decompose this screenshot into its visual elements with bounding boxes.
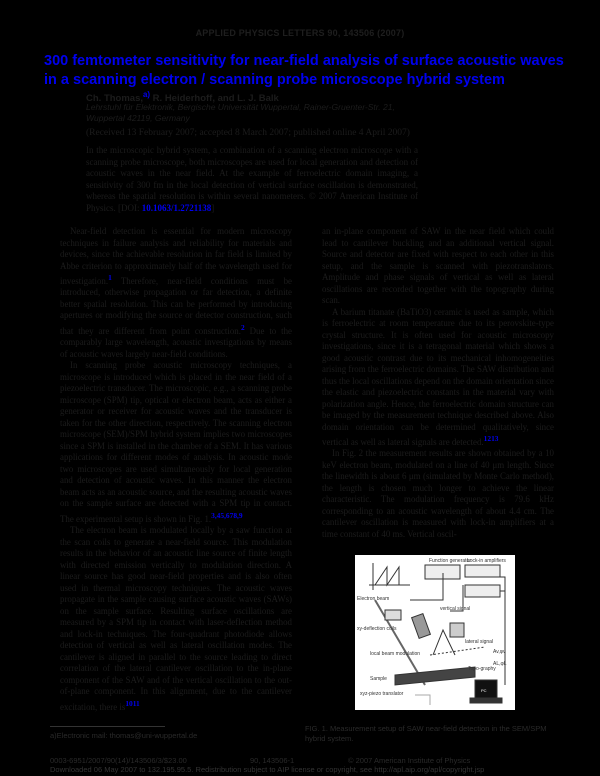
svg-text:Electron beam: Electron beam xyxy=(357,596,390,602)
reference-link[interactable]: 2 xyxy=(240,322,245,332)
paragraph: In scanning probe acoustic microscopy techniques, a microscope is introduced which is placed in the near field of a piezoelectric transducer. The microscopic, e.g., a scanning probe microscope (SPM) tip, optical or electron beam, acts as either a generator or receiver for acoustic waves and the transducer is taken for the other direction, respectively. The scanning electron microscope (SEM)/SPM hybrid system implies two microscopes since a SPM is installed in the chamber of a SEM. It has various applications for different modes of analysis. In acoustic mode two microscopes are used simultaneously for local generation and detection of acoustic waves. In this manner the electron beam acts as an acoustic source, and the resulting acoustic waves on the sample surface are detected with a SPM tip in contact. The experimental setup is shown in Fig. 1.$^{3,45,678,9}$ xyxy=(60,360,292,524)
svg-text:AL,φL: AL,φL xyxy=(493,661,507,667)
affiliation: Lehrstuhl für Elektronik, Bergische Universität Wuppertal, Rainer-Gruenter-Str. 21, Wuppertal 42119, Germany xyxy=(86,102,395,123)
reference-link[interactable]: 3,4 xyxy=(211,510,221,520)
footer-copyright: © 2007 American Institute of Physics xyxy=(348,756,471,765)
abstract-text: In the microscopic hybrid system, a combination of a scanning electron microscope with a scanning probe microscope, both microscopes are used for local generation and detection of acoustic waves in the near field. At the example of ferroelectric domain imaging, a sensitivity of 300 fm in the local detection of vertical surface oscillation is demonstrated, whereas the spatial resolution is within several nanometers. © 2007 American Institute of Physics. xyxy=(86,145,418,213)
footnote: a)Electronic mail: thomas@uni-wuppertal.de xyxy=(50,731,198,740)
reference-link[interactable]: 8,9 xyxy=(233,510,243,520)
paragraph: an in-plane component of SAW in the near field which could lead to cantilever buckling and an additional vertical signal. Source and detector are fixed with respect to each other in this setup, and the sample is scanned with piezotranslators. Amplitude and phase signals of vertical as well as lateral oscillations are recorded together with the topography during scan. xyxy=(322,226,554,305)
footnote-divider xyxy=(50,726,165,727)
author-first: Ch. Thomas, xyxy=(86,93,144,105)
svg-text:vertical signal: vertical signal xyxy=(440,606,471,612)
svg-text:Sample: Sample xyxy=(370,676,387,682)
paragraph: Near-field detection is essential for modern microscopy techniques in failure analysis and reliability for materials and devices, since the achievable resolution in far field is limited by Abbe criterion to approximately half of the wavelength used for investigation.$^1$ Therefore, near-field conditions must be introduced, otherwise propagation or far detection, a definite better spatial resolution. This can be performed by introducing apertures or modifying the source or detector construction, such that they are different from point construction.$^2$ Due to the comparably large wavelength, acoustic investigations by means of acoustic waves largely near-field conditions. xyxy=(60,226,292,359)
svg-text:lateral signal: lateral signal xyxy=(465,639,494,645)
abstract xyxy=(86,145,418,214)
body-left-column xyxy=(60,226,292,713)
svg-text:Lock-in amplifiers: Lock-in amplifiers xyxy=(467,558,506,564)
svg-text:PC: PC xyxy=(481,688,487,693)
svg-text:Av,φv: Av,φv xyxy=(493,649,506,655)
author-rest: R. Heiderhoff, and L. J. Balk xyxy=(150,93,279,105)
doi-link[interactable]: 10.1063/1.2721138 xyxy=(141,202,212,213)
paragraph: In Fig. 2 the measurement results are shown obtained by a 10 keV electron beam, modulated on a line of 40 μm length. Since the linewidth is about 6 μm (simulated by Monte Carlo method), the length is chosen much longer to achieve the linear characteristic. The modulation frequency is 79.6 kHz corresponding to an acoustic wavelength of about 4.4 cm. The cantilever oscillation is measured with lock-in amplifiers at a time constant of 40 ms. Vertical oscil- xyxy=(322,448,554,539)
setup-schematic xyxy=(355,555,515,710)
reference-link[interactable]: 12 xyxy=(483,434,492,443)
svg-text:Topo-graphy: Topo-graphy xyxy=(468,666,496,672)
reference-link[interactable]: 7 xyxy=(229,510,234,520)
received-dates: (Received 13 February 2007; accepted 8 March 2007; published online 4 April 2007) xyxy=(86,128,410,138)
article-title: 300 femtometer sensitivity for near-field analysis of surface acoustic waves in a scanning electron / scanning probe microscope hybrid system xyxy=(44,53,564,88)
paragraph: The electron beam is modulated locally by a saw function at the scan coils to generate a near-field source. This modulation results in the behavior of an acoustic line source of finite length with directed emission vertically to modulation direction. A linear source has good near-field properties and is also often used in thermal microscopy techniques. The acoustic waves propagate in the sample causing surface acoustic waves (SAWs) on the sample surface. Resulting surface oscillations are measured by a SPM tip in contact with laser-deflection method and lock-in techniques. The four-quadrant photodiode allows detection of vertical as well as lateral oscillation modes. The cantilever is aligned in parallel to the source leading to direct correlation of the lateral cantilever oscillation to the in-plane component of the SAW and of the vertical oscillation to the out-of-plane component. In this alignment, due to the cantilever excitation, there is$^{1011}$ xyxy=(60,525,292,712)
svg-text:Function generator: Function generator xyxy=(429,558,471,564)
author-footnote-link[interactable]: a) xyxy=(143,90,151,99)
reference-link[interactable]: 13 xyxy=(491,434,499,443)
figure-caption: FIG. 1. Measurement setup of SAW near-field detection in the SEM/SPM hybrid system. xyxy=(305,724,547,743)
body-right-column xyxy=(322,226,554,540)
figure-1-setup-diagram xyxy=(355,555,515,710)
reference-link[interactable]: 10 xyxy=(125,698,133,708)
footer-issn: 0003-6951/2007/90(14)/143506/3/$23.00 xyxy=(50,756,187,765)
doi-prefix: [DOI: xyxy=(118,202,142,213)
footer-page: 90, 143506-1 xyxy=(250,756,295,765)
paragraph: A barium titanate (BaTiO3) ceramic is used as sample, which is ferroelectric at room temperature due to its perovskite-type crystal structure. It is often used for acoustic microscopy investigations, since it is a tetragonal material which shows a good acoustic contrast due to its mechanical inhomogeneities arising from the ferroelectric domains. The SAW distribution and thus the local oscillations depend on the domain orientation since the elastic and piezoelectric constants in the material vary with polarization angle. Hence, the ferroelectric domain structure can be imaged by the measurement technique described above. Also domain orientation can be determined qualitatively, since vertical as well as lateral signals are detected.$^{1213}$ xyxy=(322,306,554,447)
reference-link[interactable]: 11 xyxy=(132,698,140,708)
svg-text:local beam modulation: local beam modulation xyxy=(370,651,421,657)
svg-text:xy-deflection coils: xy-deflection coils xyxy=(357,626,397,632)
reference-link[interactable]: 5,6 xyxy=(220,510,230,520)
download-notice: Downloaded 06 May 2007 to 132.195.95.5. Redistribution subject to AIP license or copyright, see http://apl.aip.org/apl/copyright.jsp xyxy=(50,765,485,774)
journal-header: APPLIED PHYSICS LETTERS 90, 143506 (2007) xyxy=(195,28,405,38)
reference-link[interactable]: 1 xyxy=(108,273,112,282)
doi-suffix: ] xyxy=(211,202,215,213)
svg-text:xyz-piezo translator: xyz-piezo translator xyxy=(360,691,404,697)
